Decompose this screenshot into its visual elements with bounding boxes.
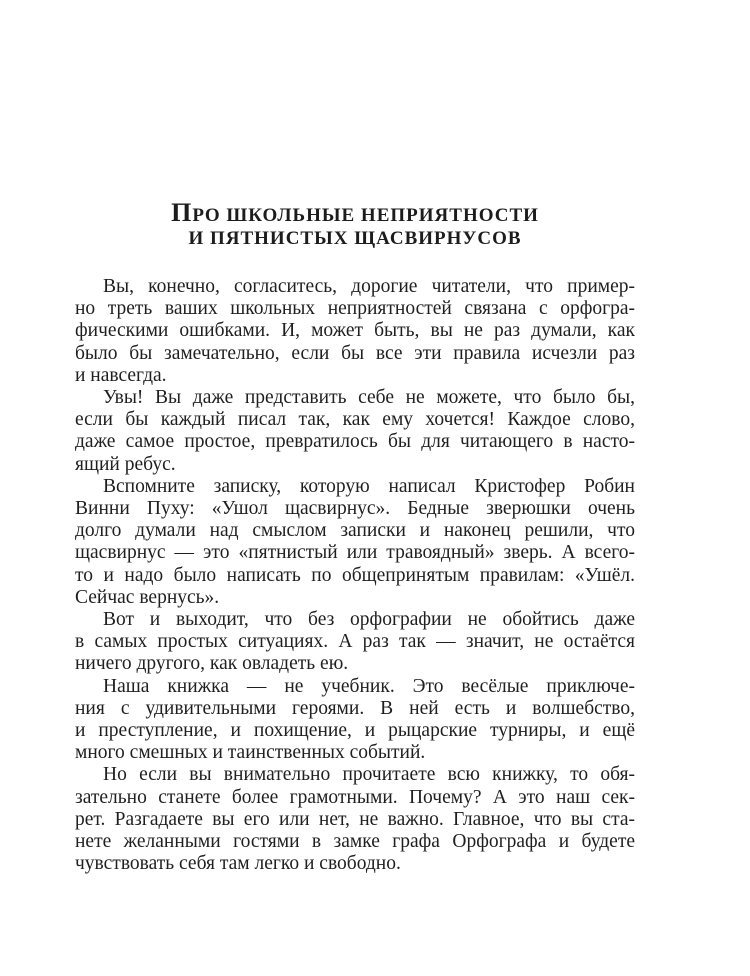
paragraph	[75, 676, 635, 765]
text-line: много смешных и таинственных событий.	[75, 742, 426, 764]
title-line: И ПЯТНИСТЫХ ЩАСВИРНУСОВ	[188, 228, 522, 249]
text-line: Но если вы внимательно прочитаете всю книжку, то обя-	[103, 764, 635, 786]
text-line: фическими ошибками. И, может быть, вы не раз думали, как	[75, 320, 635, 342]
text-line: Винни Пуху: «Ушол щасвирнус». Бедные зверюшки очень	[75, 498, 635, 520]
page-content	[75, 0, 635, 875]
text-line: и навсегда.	[75, 364, 167, 386]
text-line: Наша книжка — не учебник. Это весёлые приключе-	[103, 675, 635, 697]
text-line: в самых простых ситуациях. А раз так — значит, не остаётся	[75, 631, 635, 653]
paragraph	[75, 764, 635, 875]
page-body	[75, 276, 635, 875]
text-line: если бы каждый писал так, как ему хочется! Каждое слово,	[75, 409, 635, 431]
paragraph	[75, 476, 635, 609]
text-line: Сейчас вернусь».	[75, 586, 220, 608]
text-line: и преступление, и похищение, и рыцарские турниры, и ещё	[75, 720, 635, 742]
paragraph	[75, 276, 635, 387]
text-line: даже самое простое, превратилось бы для читающего в насто-	[75, 431, 635, 453]
text-line: то и надо было написать по общепринятым правилам: «Ушёл.	[75, 564, 635, 586]
text-line: Вот и выходит, что без орфографии не обойтись даже	[103, 609, 635, 631]
text-line: ящий ребус.	[75, 453, 176, 475]
text-line: было бы замечательно, если бы все эти правила исчезли раз	[75, 342, 635, 364]
paragraph	[75, 387, 635, 476]
text-line: Вспомните записку, которую написал Кристофер Робин	[103, 475, 635, 497]
text-line: Вы, конечно, согласитесь, дорогие читатели, что пример-	[103, 276, 635, 297]
chapter-title	[75, 198, 635, 250]
text-line: нете желанными гостями в замке графа Орфографа и будете	[75, 831, 635, 853]
paragraph	[75, 609, 635, 676]
text-line: ния с удивительными героями. В ней есть и волшебство,	[75, 697, 635, 719]
text-line: Увы! Вы даже представить себе не можете, что было бы,	[103, 387, 635, 409]
title-line: ПРО ШКОЛЬНЫЕ НЕПРИЯТНОСТИ	[171, 198, 539, 227]
text-line: рет. Разгадаете вы его или нет, не важно. Главное, что вы ста-	[75, 808, 635, 830]
text-line: но треть ваших школьных неприятностей связана с орфогра-	[75, 298, 635, 320]
text-line: ничего другого, как овладеть ею.	[75, 653, 349, 675]
text-line: зательно станете более грамотными. Почему? А это наш сек-	[75, 786, 635, 808]
text-line: чувствовать себя там легко и свободно.	[75, 853, 401, 875]
text-line: щасвирнус — это «пятнистый или травоядный» зверь. А всего-	[75, 542, 635, 564]
text-line: долго думали над смыслом записки и наконец решили, что	[75, 520, 635, 542]
